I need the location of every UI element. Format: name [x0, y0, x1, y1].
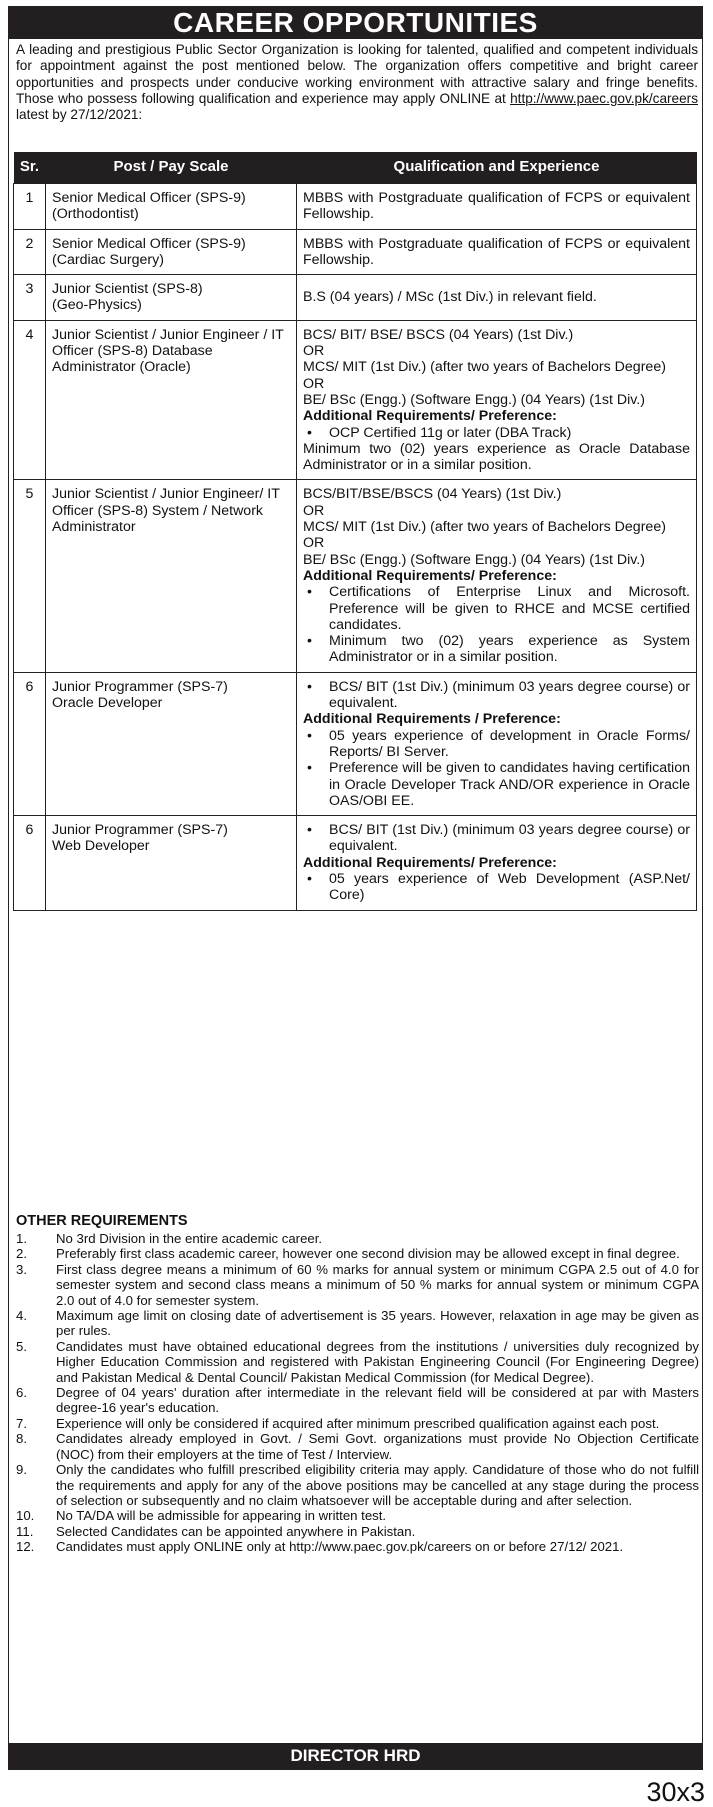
additional-requirements-heading: Additional Requirements/ Preference:: [303, 567, 557, 584]
row-qualification: [297, 320, 697, 480]
row-qualification: [297, 480, 697, 672]
row-post: [46, 672, 297, 815]
item-text: Experience will only be considered if acquired after minimum prescribed qualification against each post.: [56, 1415, 660, 1431]
post-line: Junior Programmer (SPS-7): [52, 678, 228, 695]
qual-line: BE/ BSc (Engg.) (Software Engg.) (04 Years) (1st Div.): [303, 391, 645, 408]
requirements-list: [303, 728, 690, 809]
degree-list: [303, 679, 690, 712]
row-sr: 2: [14, 229, 46, 275]
item-text: Preferably first class academic career, however one second division may be allowed except in final degree.: [56, 1246, 680, 1262]
list-item: • BCS/ BIT (1st Div.) (minimum 03 years degree course) or equivalent.: [329, 679, 690, 712]
page-title: CAREER OPPORTUNITIES: [9, 7, 702, 39]
header-qualification: Qualification and Experience: [297, 152, 697, 184]
list-item: [16, 1339, 699, 1385]
item-number: 7.: [16, 1415, 27, 1431]
list-item: • 05 years experience of Web Development (ASP.Net/ Core): [329, 871, 690, 904]
row-qualification: [297, 184, 697, 230]
row-sr: 5: [14, 480, 46, 672]
signatory: DIRECTOR HRD: [9, 1743, 702, 1769]
row-sr: 6: [14, 816, 46, 910]
row-qualification: [297, 229, 697, 275]
qual-line: MCS/ MIT (1st Div.) (after two years of Bachelors Degree): [303, 519, 666, 536]
item-number: 11.: [16, 1523, 34, 1539]
ad-size-code: 30x3: [646, 1777, 705, 1807]
table-header-row: [14, 152, 697, 184]
list-item: [16, 1508, 699, 1523]
item-text: Only the candidates who fulfill prescribed eligibility criteria may apply. Candidature of those who do not fulfill the requirements and apply for any of the above positions may be cancelled at any stage during the process of selection or subsequently and no claim whatsoever will be acceptable during and after selection.: [56, 1462, 699, 1508]
row-post: [46, 816, 297, 910]
row-sr: 3: [14, 275, 46, 321]
other-requirements-list: [16, 1231, 699, 1555]
qual-line: OR: [303, 375, 325, 392]
qual-line: MBBS with Postgraduate qualification of FCPS or equivalent Fellowship.: [303, 235, 690, 268]
qual-line: OR: [303, 502, 325, 519]
item-number: 6.: [16, 1385, 27, 1401]
table-row: [14, 320, 697, 480]
post-line: Oracle Developer: [52, 695, 163, 712]
list-item: • Minimum two (02) years experience as System Administrator or in a similar position.: [329, 633, 690, 666]
item-text: Candidates already employed in Govt. / Semi Govt. organizations must provide No Objection Certificate (NOC) from their employers at the time of Test / Interview.: [56, 1431, 699, 1462]
list-item: [16, 1524, 699, 1539]
additional-requirements-heading: Additional Requirements / Preference:: [303, 711, 561, 728]
list-item: • Certifications of Enterprise Linux and Microsoft. Preference will be given to RHCE and MCSE certified candidates.: [329, 584, 690, 633]
item-number: 12.: [16, 1539, 35, 1555]
degree-list: [303, 822, 690, 855]
list-item: • OCP Certified 11g or later (DBA Track): [329, 425, 690, 441]
row-post: [46, 275, 297, 321]
qual-line: MBBS with Postgraduate qualification of FCPS or equivalent Fellowship.: [303, 190, 690, 223]
item-number: 10.: [16, 1508, 35, 1524]
item-text: No 3rd Division in the entire academic career.: [56, 1231, 323, 1246]
item-text: Maximum age limit on closing date of advertisement is 35 years. However, relaxation in age may be given as per rules.: [56, 1308, 699, 1339]
list-item: • Preference will be given to candidates having certification in Oracle Developer Track AND/OR experience in Oracle OAS/OBI EE.: [329, 760, 690, 809]
requirements-list: [303, 871, 690, 904]
list-item: • 05 years experience of development in Oracle Forms/ Reports/ BI Server.: [329, 728, 690, 761]
intro-text: A leading and prestigious Public Sector Organization is looking for talented, qualified and competent individuals for appointment against the post mentioned below. The organization offers competitive and bright career opportunities and prospects under conducive working environment with attractive salary and fringe benefits. Those who possess following qualification and experience may apply ONLINE at: [16, 42, 698, 106]
row-sr: 1: [14, 184, 46, 230]
post-line: (Orthodontist): [52, 206, 139, 223]
qual-line: B.S (04 years) / MSc (1st Div.) in relevant field.: [303, 289, 597, 306]
item-number: 9.: [16, 1462, 27, 1478]
intro-deadline: latest by 27/12/2021:: [16, 107, 143, 123]
qual-line: OR: [303, 535, 325, 552]
table-row: [14, 672, 697, 815]
post-line: Senior Medical Officer (SPS-9): [52, 235, 246, 252]
list-item: [16, 1462, 699, 1508]
row-post: [46, 229, 297, 275]
table-row: [14, 275, 697, 321]
header-post: Post / Pay Scale: [46, 152, 297, 184]
additional-requirements-heading: Additional Requirements/ Preference:: [303, 408, 557, 425]
item-text: Candidates must apply ONLINE only at http://www.paec.gov.pk/careers on or before 27/12/ 2021.: [56, 1539, 624, 1555]
list-item: • BCS/ BIT (1st Div.) (minimum 03 years degree course) or equivalent.: [329, 822, 690, 855]
intro-paragraph: [16, 42, 698, 123]
requirements-list: [303, 584, 690, 665]
item-text: No TA/DA will be admissible for appearing in written test.: [56, 1508, 387, 1524]
qual-line: BE/ BSc (Engg.) (Software Engg.) (04 Years) (1st Div.): [303, 551, 645, 568]
row-qualification: [297, 275, 697, 321]
qual-line: BCS/BIT/BSE/BSCS (04 Years) (1st Div.): [303, 486, 562, 503]
item-number: 5.: [16, 1338, 27, 1354]
item-text: Degree of 04 years' duration after intermediate in the relevant field will be considered at par with Masters degree-16 year's education.: [56, 1385, 699, 1416]
row-sr: 4: [14, 320, 46, 480]
post-line: Junior Programmer (SPS-7): [52, 822, 228, 839]
post-line: Senior Medical Officer (SPS-9): [52, 190, 246, 206]
item-text: Selected Candidates can be appointed anywhere in Pakistan.: [56, 1523, 416, 1539]
item-number: 2.: [16, 1246, 27, 1262]
post-line: Web Developer: [52, 838, 150, 855]
table-row: [14, 229, 697, 275]
careers-link[interactable]: http://www.paec.gov.pk/careers: [510, 90, 698, 106]
item-number: 8.: [16, 1431, 27, 1447]
list-item: [16, 1385, 699, 1416]
other-requirements-heading: OTHER REQUIREMENTS: [16, 1213, 188, 1229]
qual-line: BCS/ BIT/ BSE/ BSCS (04 Years) (1st Div.): [303, 326, 574, 343]
list-item: [16, 1416, 699, 1431]
qual-line: Minimum two (02) years experience as Oracle Database Administrator or in a similar position.: [303, 440, 690, 474]
list-item: [16, 1231, 699, 1246]
table-row: [14, 480, 697, 672]
item-number: 3.: [16, 1261, 27, 1277]
post-line: Junior Scientist (SPS-8): [52, 281, 203, 298]
header-sr: Sr.: [14, 152, 46, 184]
row-sr: 6: [14, 672, 46, 815]
qual-line: MCS/ MIT (1st Div.) (after two years of Bachelors Degree): [303, 359, 666, 376]
row-post: Junior Scientist / Junior Engineer / IT Officer (SPS-8) Database Administrator (Oracle): [46, 320, 297, 480]
list-item: [16, 1246, 699, 1261]
row-post: Junior Scientist / Junior Engineer/ IT Officer (SPS-8) System / Network Administrator: [46, 480, 297, 672]
row-post: [46, 184, 297, 230]
item-text: Candidates must have obtained educational degrees from the institutions / universities duly recognized by Higher Education Commission and registered with Pakistan Engineering Council (For Engineering Degree) and Pakistan Medical & Dental Council/ Pakistan Medical Commission (for Medical Degree).: [56, 1338, 699, 1385]
list-item: [16, 1431, 699, 1462]
post-line: (Geo-Physics): [52, 297, 142, 314]
list-item: [16, 1308, 699, 1339]
item-text: First class degree means a minimum of 60 % marks for annual system or minimum CGPA 2.5 out of 4.0 for semester system and second class means a minimum of 50 % marks for annual system or minimum CGPA 2.0 out of 4.0 for semester system.: [56, 1261, 699, 1308]
qual-line: OR: [303, 343, 325, 360]
additional-requirements-heading: Additional Requirements/ Preference:: [303, 854, 557, 871]
requirements-list: [303, 425, 690, 441]
table-row: [14, 184, 697, 230]
list-item: [16, 1539, 699, 1554]
row-qualification: [297, 672, 697, 815]
list-item: [16, 1262, 699, 1308]
positions-table: [13, 152, 697, 911]
row-qualification: [297, 816, 697, 910]
post-line: (Cardiac Surgery): [52, 251, 164, 268]
table-row: [14, 816, 697, 910]
item-number: 4.: [16, 1308, 27, 1324]
item-number: 1.: [16, 1231, 27, 1246]
